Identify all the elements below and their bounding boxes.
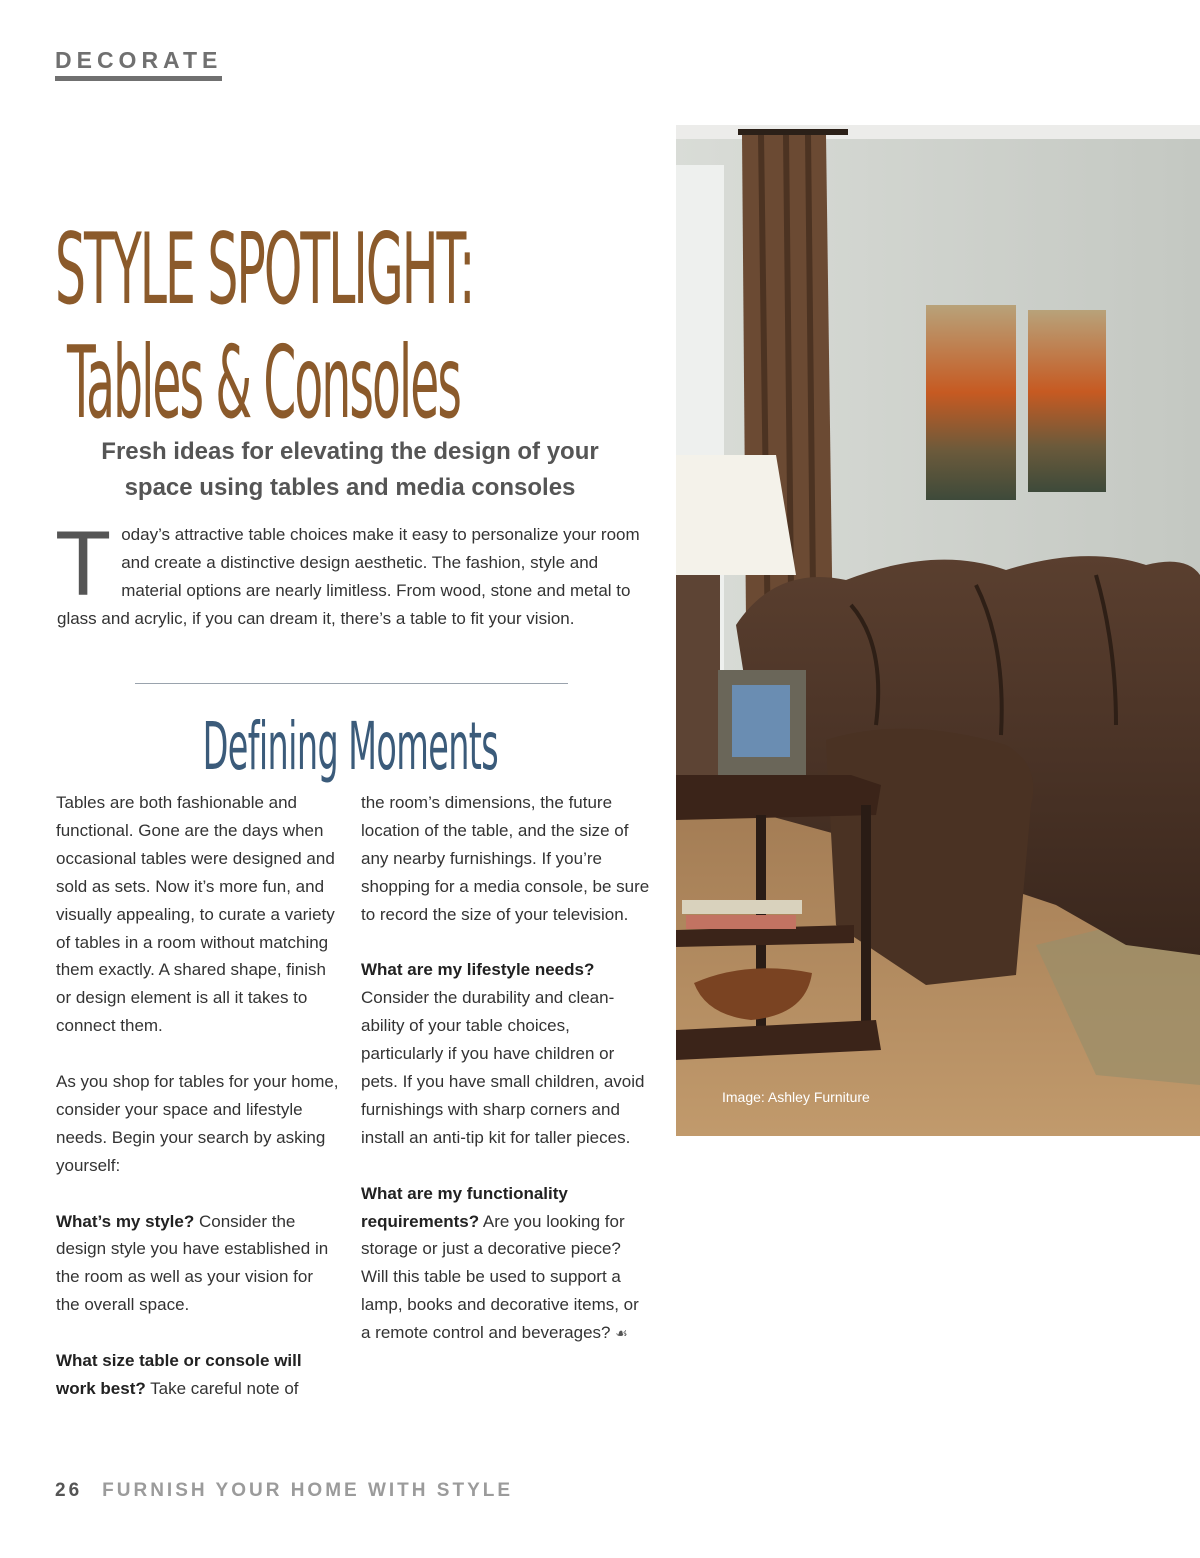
title-line-2: Tables & Consoles <box>67 323 461 441</box>
frame-photo <box>732 685 790 757</box>
article-column-1 <box>56 789 341 1431</box>
question-style-lead: What’s my style? <box>56 1211 195 1231</box>
question-functionality-text: Are you looking for storage or just a decorative piece? Will this table be used to support a lamp, books and decorative items, or a remote control and beverages? <box>361 1211 639 1343</box>
lamp-shade <box>676 455 796 575</box>
subtitle-line-2: space using tables and media consoles <box>124 474 576 501</box>
question-size <box>56 1347 341 1403</box>
end-table-top <box>676 775 881 820</box>
column1-paragraph-1: Tables are both fashionable and functional. Gone are the days when occasional tables were designed and sold as sets. Now it’s more fun, and visually appealing, to curate a variety of tables in a room without matching them exactly. A shared shape, finish or design element is all it takes to connect them. <box>56 793 335 1036</box>
end-table-leg <box>861 805 871 1050</box>
question-functionality <box>361 1180 651 1348</box>
column2-paragraph-1: the room’s dimensions, the future location of the table, and the size of any nearby furnishings. If you’re shopping for a media console, be sure to record the size of your television. <box>361 793 650 924</box>
section-heading-text: Defining Moments <box>202 707 498 785</box>
curtain-rod <box>738 129 848 135</box>
living-room-illustration <box>676 125 1200 1136</box>
painting-left <box>926 305 1016 500</box>
question-size-lead: What size table or console will work best? <box>56 1351 302 1398</box>
page-title <box>55 190 655 441</box>
page-footer <box>55 1480 513 1502</box>
drop-cap: T <box>55 513 112 615</box>
question-style-text: Consider the design style you have established in the room as well as your vision for the overall space. <box>56 1211 329 1315</box>
question-style <box>56 1208 341 1320</box>
intro-paragraph <box>55 513 642 633</box>
question-size-text: Take careful note of <box>145 1378 299 1398</box>
books <box>682 900 802 914</box>
painting-right <box>1028 310 1106 492</box>
books <box>686 915 796 929</box>
section-divider <box>135 683 568 684</box>
lamp-base <box>676 575 720 775</box>
article-column-2 <box>361 789 651 1376</box>
subtitle-line-1: Fresh ideas for elevating the design of your <box>101 438 599 465</box>
publication-title: FURNISH YOUR HOME WITH STYLE <box>102 1480 514 1501</box>
question-functionality-lead: What are my functionality requirements? <box>361 1183 568 1231</box>
image-caption: Image: Ashley Furniture <box>722 1089 870 1105</box>
column1-paragraph-2: As you shop for tables for your home, consider your space and lifestyle needs. Begin your search by asking yourself: <box>56 1072 339 1175</box>
page-number: 26 <box>55 1480 83 1501</box>
intro-text: oday’s attractive table choices make it easy to personalize your room and create a distinctive design aesthetic. The fashion, style and material options are nearly limitless. From wood, stone and metal to glass and acrylic, if you can dream it, there’s a table to fit your vision. <box>57 525 640 628</box>
question-lifestyle-lead: What are my lifestyle needs? <box>361 960 595 980</box>
section-heading <box>100 698 600 785</box>
title-line-1: STYLE SPOTLIGHT: <box>55 212 474 327</box>
section-label: DECORATE <box>55 48 222 81</box>
end-mark-icon: ☙ <box>615 1325 628 1342</box>
living-room-photo <box>676 125 1200 1136</box>
subtitle <box>40 434 660 506</box>
question-lifestyle-text: Consider the durability and clean-ability of your table choices, particularly if you have children or pets. If you have small children, avoid furnishings with sharp corners and install an anti-tip kit for taller pieces. <box>361 988 645 1147</box>
question-lifestyle <box>361 956 651 1151</box>
